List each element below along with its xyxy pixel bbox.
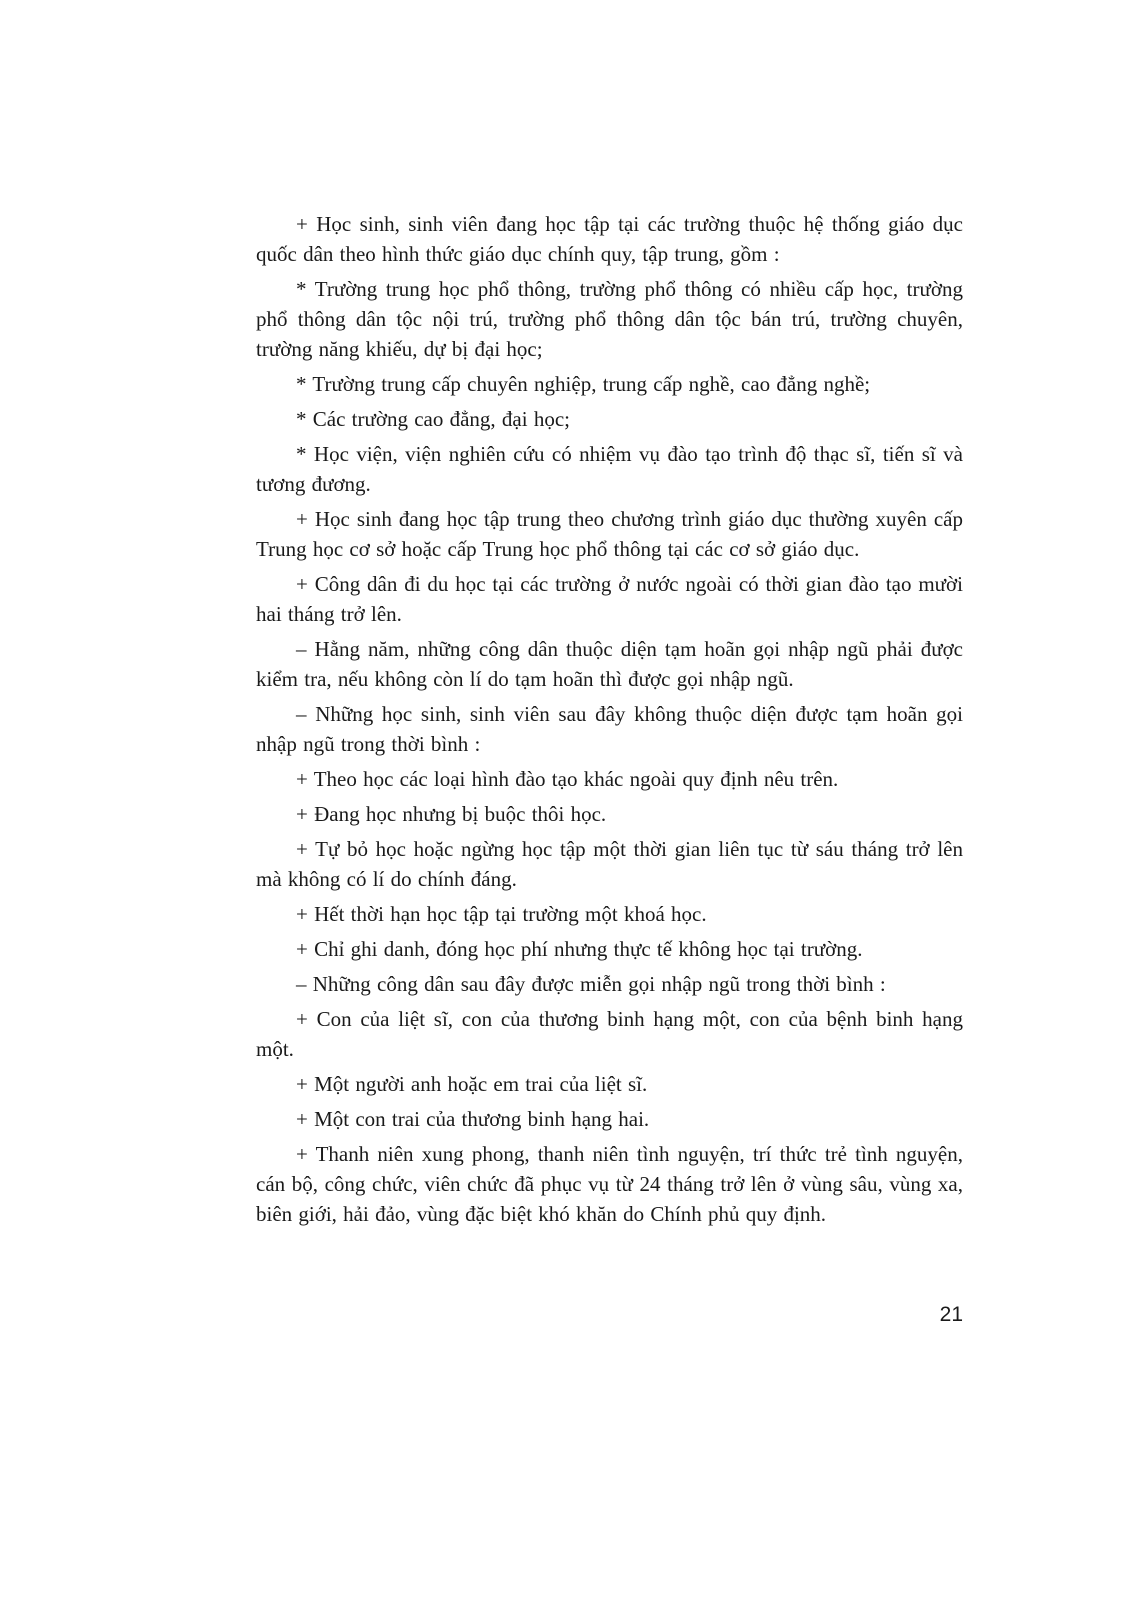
paragraph: + Công dân đi du học tại các trường ở nước ngoài có thời gian đào tạo mười hai tháng trở lên. [256,572,963,626]
paragraph: + Học sinh, sinh viên đang học tập tại các trường thuộc hệ thống giáo dục quốc dân theo hình thức giáo dục chính quy, tập trung, gồm : [256,212,963,266]
paragraph: – Những học sinh, sinh viên sau đây không thuộc diện được tạm hoãn gọi nhập ngũ trong thời bình : [256,702,963,756]
paragraph: + Hết thời hạn học tập tại trường một khoá học. [296,902,707,926]
paragraph: * Học viện, viện nghiên cứu có nhiệm vụ đào tạo trình độ thạc sĩ, tiến sĩ và tương đương. [256,442,963,496]
paragraph: * Trường trung học phổ thông, trường phổ thông có nhiều cấp học, trường phổ thông dân tộc nội trú, trường phổ thông dân tộc bán trú, trường chuyên, trường năng khiếu, dự bị đại học; [256,277,963,361]
paragraph: + Con của liệt sĩ, con của thương binh hạng một, con của bệnh binh hạng một. [256,1007,963,1061]
paragraph: + Thanh niên xung phong, thanh niên tình nguyện, trí thức trẻ tình nguyện, cán bộ, công chức, viên chức đã phục vụ từ 24 tháng trở lên ở vùng sâu, vùng xa, biên giới, hải đảo, vùng đặc biệt khó khăn do Chính phủ quy định. [256,1142,963,1226]
paragraph: + Theo học các loại hình đào tạo khác ngoài quy định nêu trên. [296,767,839,791]
paragraph: + Học sinh đang học tập trung theo chương trình giáo dục thường xuyên cấp Trung học cơ sở hoặc cấp Trung học phổ thông tại các cơ sở giáo dục. [256,507,963,561]
paragraph: + Chỉ ghi danh, đóng học phí nhưng thực tế không học tại trường. [296,937,863,961]
paragraph: – Những công dân sau đây được miễn gọi nhập ngũ trong thời bình : [296,972,886,996]
paragraph: + Tự bỏ học hoặc ngừng học tập một thời gian liên tục từ sáu tháng trở lên mà không có lí do chính đáng. [256,837,963,891]
paragraph: * Trường trung cấp chuyên nghiệp, trung cấp nghề, cao đẳng nghề; [296,372,871,396]
body-text [256,209,963,1234]
page-number: 21 [939,1303,963,1326]
paragraph: * Các trường cao đẳng, đại học; [296,407,570,431]
paragraph: + Một người anh hoặc em trai của liệt sĩ. [296,1072,648,1096]
paragraph: + Đang học nhưng bị buộc thôi học. [296,802,607,826]
paragraph: – Hằng năm, những công dân thuộc diện tạm hoãn gọi nhập ngũ phải được kiểm tra, nếu không còn lí do tạm hoãn thì được gọi nhập ngũ. [256,637,963,691]
paragraph: + Một con trai của thương binh hạng hai. [296,1107,650,1131]
